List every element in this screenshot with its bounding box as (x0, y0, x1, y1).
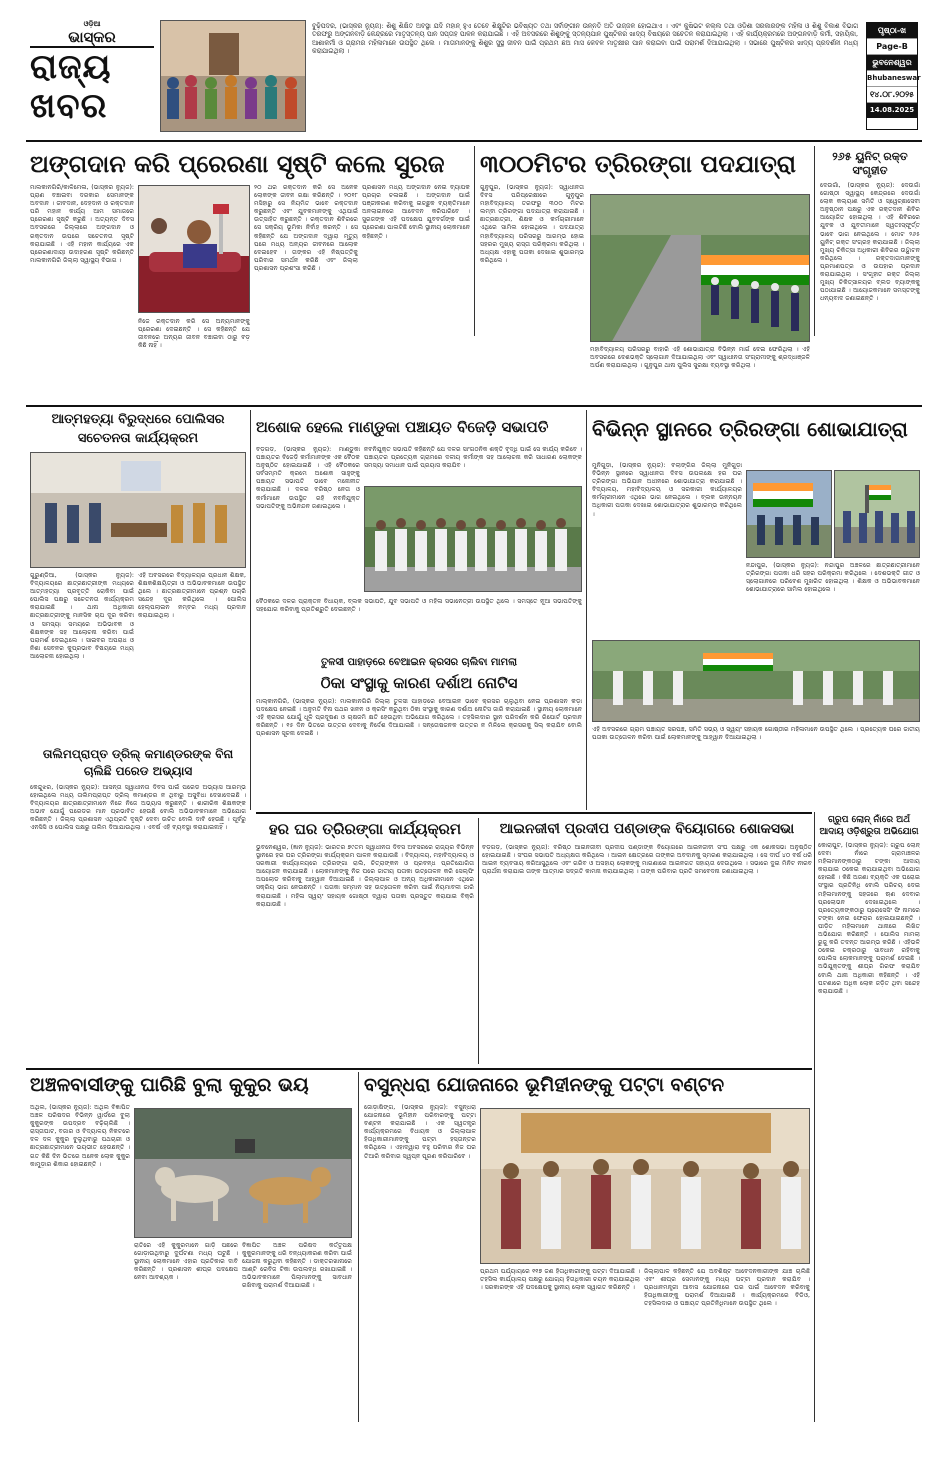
section-title-line2: ଖବର (30, 86, 108, 126)
page-label-english: Page-B (867, 39, 917, 55)
tricolor-rally-photo-3 (592, 640, 920, 722)
masthead-logo (30, 20, 154, 138)
city-odia: ଭୁବନେଶ୍ୱର (867, 55, 917, 71)
rule (474, 146, 475, 336)
s5-text-c: ବୈଠକରେ ଦଳର ପ୍ରାକ୍ତନ ବିଧାୟକ, ବ୍ଲକ ସଭାପତି, ଯୁବ ସଭାପତି ଓ ମହିଳା ସଭାନେତ୍ରୀ ଉପସ୍ଥିତ ଥିଲେ । ସମସ୍ତେ ନୂଆ ସଭାପତିଙ୍କୁ ସହଯୋଗ କରିବାକୁ ପ୍ରତିଶ୍ରୁତି ଦେଇଛନ୍ତି । (256, 598, 582, 614)
s8-kicker: ତୁଳସୀ ପାହାଡ଼ରେ ବେଆଇନ କ୍ରସର ଚାଲିବା ମାମଲା (320, 657, 517, 668)
s8-text: ମାଲ୍‌କାନଗିରି, (ଭାସ୍କର ନ୍ୟୁଜ): ମାଲକାନଗିରି ଜିଲ୍ଲା ତୁଳସୀ ପାହାଡ଼ରେ ବେଆଇନ ଭାବେ କ୍ରସର ଚାଲୁଥିବା ନେଇ ପ୍ରଶାସନ କଡ଼ା ପଦକ୍ଷେପ ନେଇଛି । ଅନୁମତି ବିନା ପଥର ଖନନ ଓ କ୍ରସିଂ କରୁଥିବା ଠିକା ସଂସ୍ଥାକୁ କାରଣ ଦର୍ଶାଅ ନୋଟିସ ଜାରି କରାଯାଇଛି । ସ୍ଥାନୀୟ ଲୋକମାନେ ଏହି କ୍ରସର ଯୋଗୁଁ ଧୂଳି ପ୍ରଦୂଷଣ ଓ ଚାଷଜମି କ୍ଷତି ହେଉଥିବା ଅଭିଯୋଗ କରିଥିଲେ । ତହସିଲଦାର ସ୍ଥାନ ପରିଦର୍ଶନ କରି ରିପୋର୍ଟ ପ୍ରଦାନ କରିଛନ୍ତି । ୧୫ ଦିନ ଭିତରେ ଉତ୍ତର ଦେବାକୁ ନିର୍ଦ୍ଦେଶ ଦିଆଯାଇଛି । ସନ୍ତୋଷଜନକ ଉତ୍ତର ନ ମିଳିଲେ କ୍ରସରକୁ ସିଲ୍ କରାଯିବ ବୋଲି ପ୍ରଶାସନ ସୂଚନା ଦେଇଛି । (256, 698, 582, 738)
rule (478, 818, 479, 1064)
s10-headline: ଆଇନଜୀବୀ ପ୍ରଦୀପ ପଣ୍ଡାଙ୍କ ବିୟୋଗରେ ଶୋକସଭା (499, 821, 795, 837)
city-english: Bhubaneswar (867, 71, 917, 87)
anganwadi-photo (160, 20, 306, 132)
s4-headline: ଆତ୍ମହତ୍ୟା ବିରୁଦ୍ଧରେ ପୋଲିସର ସଚେତନତା କାର୍ଯ୍ୟକ୍ରମ (51, 412, 225, 446)
s11-headline: ଗ୍ରୁପ ଲୋନ୍ ନାଁରେ ଅର୍ଥ ଆଦାୟ ଓଡ଼ିଶ୍ରୁତା ଅଭିଯୋଗ (819, 815, 919, 837)
s6-text-c: ଏହି ଅବସରରେ ଗ୍ରାମ ପଞ୍ଚାୟତ ସରପଞ୍ଚ, ସମିତି ସଭ୍ୟ ଓ ସ୍ୱୟଂ ସହାୟକ ଗୋଷ୍ଠୀର ମହିଳାମାନେ ଉପସ୍ଥିତ ଥିଲେ । ପ୍ରତ୍ୟେକ ଘରେ ଜାତୀୟ ପତାକା ଉତ୍ତୋଳନ କରିବା ପାଇଁ ଲୋକମାନଙ୍କୁ ଆହ୍ୱାନ ଦିଆଯାଇଥିଲା । (592, 726, 920, 742)
police-awareness-photo (30, 452, 246, 568)
tricolor-rally-photo-1 (746, 470, 832, 558)
date-odia: ୧୪.୦୮.୨୦୨୫ (867, 87, 917, 103)
s13-text-a: ଜୋଡ଼ାଷିଙ୍ଗ, (ଭାସ୍କର ନ୍ୟୁଜ): ବସୁନ୍ଧରା ଯୋଜନାରେ ଭୂମିହୀନ ପରିବାରଙ୍କୁ ପଟ୍ଟା ବଣ୍ଟନ କରାଯାଇଛି । ଏକ ସ୍ୱତନ୍ତ୍ର କାର୍ଯ୍ୟକ୍ରମରେ ବିଧାୟକ ଓ ଜିଲ୍ଲାପାଳ ହିତାଧିକାରୀମାନଙ୍କୁ ପଟ୍ଟା ହସ୍ତାନ୍ତର କରିଥିଲେ । ଏହାଦ୍ୱାରା ବହୁ ପରିବାର ନିଜ ଘର ତିଆରି କରିବାର ସ୍ୱପ୍ନ ପୂରଣ କରିପାରିବେ । (364, 1104, 476, 1160)
s6-headline: ବିଭିନ୍ନ ସ୍ଥାନରେ ତ୍ରିରଙ୍ଗା ଶୋଭାଯାତ୍ରା (592, 417, 908, 441)
s12-text-b: ରାତିରେ ଏହି କୁକୁରମାନେ ଗାଡ଼ି ପଛରେ ଗୋଡ଼ାଉଥିବାରୁ ଦୁର୍ଘଟଣା ମଧ୍ୟ ଘଟୁଛି । ସ୍ଥାନୀୟ ଲୋକମାନେ ଏହାର ପ୍ରତିକାର ଦାବି କରିଛନ୍ତି । ପ୍ରଶାସନ ଶୀଘ୍ର ପଦକ୍ଷେପ ନେବା ଆବଶ୍ୟକ । (134, 1242, 238, 1282)
s9-text: ଭୁବନେଶ୍ୱର, (ଜ୍ଞାନ ନ୍ୟୁଜ): ଭାରତର ୭୯ତମ ସ୍ୱାଧୀନତା ଦିବସ ଅବସରରେ ରାଜ୍ୟର ବିଭିନ୍ନ ସ୍ଥାନରେ ହର ଘର ତ୍ରିରଙ୍ଗା କାର୍ଯ୍ୟକ୍ରମ ପାଳନ କରାଯାଉଛି । ବିଦ୍ୟାଳୟ, ମହାବିଦ୍ୟାଳୟ ଓ ସରକାରୀ କାର୍ଯ୍ୟାଳୟରେ ତ୍ରିରଙ୍ଗା ରାଲି, ଚିତ୍ରାଙ୍କନ ଓ ପ୍ରବନ୍ଧ ପ୍ରତିଯୋଗିତା ଆୟୋଜନ କରାଯାଇଛି । ଲୋକମାନଙ୍କୁ ନିଜ ଘରେ ଜାତୀୟ ପତାକା ଉତ୍ତୋଳନ କରି ସେଲ୍ଫି ଅପଲୋଡ କରିବାକୁ ଆହ୍ୱାନ ଦିଆଯାଇଛି । ଜିଲ୍ଲାପାଳ ଓ ଅନ୍ୟ ଅଧିକାରୀମାନେ ଏଥିରେ ସକ୍ରିୟ ଭାଗ ନେଉଛନ୍ତି । ପତାକା ସମ୍ମାନ ସହ ଉତ୍ତୋଳନ କରିବା ପାଇଁ ନିୟମାବଳୀ ଜାରି କରାଯାଇଛି । ମହିଳା ସ୍ୱୟଂ ସହାୟକ ଗୋଷ୍ଠୀ ଦ୍ୱାରା ପତାକା ପ୍ରସ୍ତୁତ କରାଯାଇ ବିକ୍ରି କରାଯାଉଛି । (256, 844, 474, 908)
s4-text-b: ଏହି ଅବସରରେ ବିଦ୍ୟାଳୟର ପ୍ରଧାନ ଶିକ୍ଷକ, ଶିକ୍ଷକଶିକ୍ଷୟିତ୍ରୀ ଓ ଅଭିଭାବକମାନେ ଉପସ୍ଥିତ ଥିଲେ । ଛାତ୍ରଛାତ୍ରୀମାନେ ପ୍ରଶ୍ନ ପଚାରି ସନ୍ଦେହ ଦୂର କରିଥିଲେ । ପୋଲିସ ହେଲ୍ପଲାଇନ ନମ୍ବର ମଧ୍ୟ ପ୍ରଦାନ କରାଯାଇଥିଲା । (138, 572, 246, 620)
bjd-meeting-photo (364, 486, 582, 592)
rule (586, 410, 587, 810)
stray-dogs-photo (134, 1108, 352, 1238)
s7-headline: ତାଲିମପ୍ରାପ୍ତ ଡ୍ରିଲ୍ କମାଣ୍ଡରଙ୍କ ବିନା ଚାଲିଛି ପରେଡ ଅଭ୍ୟାସ (42, 747, 234, 778)
s6-text-a: ମୁନିଗୁଡ଼ା, (ଭାସ୍କର ନ୍ୟୁଜ): ବଲାଙ୍ଗିର ଜିଲ୍ଲା ମୁନିଗୁଡ଼ା ବିଭିନ୍ନ ସ୍ଥାନରେ ସ୍ୱାଧୀନତା ଦିବସ ଉପଲକ୍ଷେ ହର ଘର ତ୍ରିରଙ୍ଗା ଅଭିଯାନ ଅଧୀନରେ ଶୋଭାଯାତ୍ରା କରାଯାଇଛି । ବିଦ୍ୟାଳୟ, ମହାବିଦ୍ୟାଳୟ ଓ ସରକାରୀ କାର୍ଯ୍ୟାଳୟର କର୍ମଚାରୀମାନେ ଏଥିରେ ଭାଗ ନେଇଥିଲେ । ବ୍ଲକ ଉନ୍ନୟନ ଅଧିକାରୀ ପତାକା ଦେଖାଇ ଶୋଭାଯାତ୍ରାର ଶୁଭାରମ୍ଭ କରିଥିଲେ । (592, 462, 742, 518)
s6-text-b: ନନ୍ଦାପୁର, (ଭାସ୍କର ନ୍ୟୁଜ): ନନ୍ଦାପୁର ଅଞ୍ଚଳରେ ଛାତ୍ରଛାତ୍ରୀମାନେ ତ୍ରିରଙ୍ଗା ପତାକା ଧରି ସହର ପରିକ୍ରମା କରିଥିଲେ । ଦେଶଭକ୍ତି ଗୀତ ଓ ସ୍ଲୋଗାନରେ ପରିବେଶ ମୁଖରିତ ହୋଇଥିଲା । ଶିକ୍ଷକ ଓ ଅଭିଭାବକମାନେ ଶୋଭାଯାତ୍ରାରେ ସାମିଲ ହୋଇଥିଲେ । (746, 562, 920, 594)
s13-text-c: ଜିଲ୍ଲାପାଳ କହିଛନ୍ତି ଯେ ଅବଶିଷ୍ଟ ଆବେଦନକାରୀଙ୍କ ଯାଞ୍ଚ ଚାଲିଛି ଏବଂ ଶୀଘ୍ର ସେମାନଙ୍କୁ ମଧ୍ୟ ପଟ୍ଟା ପ୍ରଦାନ କରାଯିବ । ପ୍ରଧାନମନ୍ତ୍ରୀ ଆବାସ ଯୋଜନାରେ ଘର ପାଇଁ ଆବେଦନ କରିବାକୁ ହିତାଧିକାରୀଙ୍କୁ ପରାମର୍ଶ ଦିଆଯାଇଛି । କାର୍ଯ୍ୟକ୍ରମରେ ବିଡିଓ, ତହସିଲଦାର ଓ ପଞ୍ଚାୟତ ପ୍ରତିନିଧିମାନେ ଉପସ୍ଥିତ ଥିଲେ । (644, 1268, 810, 1308)
blood-donation-photo (138, 185, 250, 313)
rule (814, 812, 815, 1422)
brand-small: ଓଡ଼ିଆ (83, 20, 101, 28)
s8-headline: ଠିକା ସଂସ୍ଥାକୁ କାରଣ ଦର୍ଶାଅ ନୋଟିସ (320, 674, 518, 692)
s1-text-c: ୨୦ ଥର ରକ୍ତଦାନ କରି ସେ ଅନେକ ଲୋକଙ୍କ ଜୀବନ ରକ୍ଷା କରିଛନ୍ତି । ୨୦୧୮ ମସିହାରୁ ସେ ନିୟମିତ ଭାବେ ରକ୍ତଦାନ କରୁଛନ୍ତି ଏବଂ ଯୁବକମାନଙ୍କୁ ଏଥିପାଇଁ ଉତ୍ସାହିତ କରୁଛନ୍ତି । ରକ୍ତଦାନ ଶିବିରରେ ସେ ସକ୍ରିୟ ଭୂମିକା ନିର୍ବାହ କରନ୍ତି । ସେ କହିଛନ୍ତି ଯେ ଅଙ୍ଗଦାନ ଦ୍ୱାରା ମୃତ୍ୟୁ ପରେ ମଧ୍ୟ ଅନ୍ୟର ଜୀବନରେ ଆଲୋକ ଦେଇହେବ । ତାଙ୍କର ଏହି ନିଷ୍ପତ୍ତିକୁ ପରିବାର ସମର୍ଥନ କରିଛି ଏବଂ ଜିଲ୍ଲା ପ୍ରଶାସନ ପ୍ରଶଂସା କରିଛି । (254, 184, 358, 272)
s1-text-a: ମାଲକାନଗିରି/କାଳିମେଳା, (ଭାସ୍କର ନ୍ୟୁଜ): ପ୍ରାଣ ବଞ୍ଚାଇବା ଦରକାର ସେମାନଙ୍କ ଅବଦାନ । ଜୀବଦାନ, ଦେହଦାନ ଓ ରକ୍ତଦାନ ପରି ମହାନ କାର୍ଯ୍ୟ ଆମ ସମାଜରେ ପ୍ରେରଣା ସୃଷ୍ଟି କରୁଛି । ଅତ୍ୟନ୍ତ ଦିବସ ଅବସରରେ ଜିଲ୍ଲାରେ ଅଙ୍ଗଦାନ ଓ ରକ୍ତଦାନ ଉପରେ ସଚେତନତା ସୃଷ୍ଟି କରାଯାଇଛି । ଏହି ମହାନ କାର୍ଯ୍ୟରେ ଏକ ପ୍ରେରଣାଦାୟୀ ଉଦାହରଣ ସୃଷ୍ଟି କରିଛନ୍ତି ମାଲକାନଗିରି ଜିଲ୍ଲା ସ୍ୱାସ୍ଥ୍ୟ ବିଭାଗ । (30, 184, 134, 264)
rule (26, 140, 922, 142)
s2-text-b: ମହାବିଦ୍ୟାଳୟ ପରିସରରୁ ବାହାରି ଏହି ଶୋଭାଯାତ୍ରା ବିଭିନ୍ନ ମାର୍ଗ ଦେଇ ଫେରିଥିଲା । ଏହି ଅବସରରେ ଦେଶଭକ୍ତି ସ୍ଲୋଗାନ ଦିଆଯାଇଥିଲା ଏବଂ ସ୍ୱାଧୀନତା ସଂଗ୍ରାମୀଙ୍କୁ ଶ୍ରଦ୍ଧାଞ୍ଜଳି ଅର୍ପଣ କରାଯାଇଥିଲା । ଗୁନୁପୁର ଥାନା ପୁଲିସ ସୁରକ୍ଷା ବ୍ୟବସ୍ଥା କରିଥିଲା । (590, 346, 810, 370)
s9-headline: ହର ଘର ତ୍ରିରଙ୍ଗା କାର୍ଯ୍ୟକ୍ରମ (268, 820, 462, 838)
rule (256, 812, 812, 814)
s1-headline: ଅଙ୍ଗଦାନ କରି ପ୍ରେରଣା ସୃଷ୍ଟି କଲେ ସୁରଜ (30, 150, 445, 178)
page-info-box (866, 22, 921, 130)
s13-headline: ବସୁନ୍ଧରା ଯୋଜନାରେ ଭୂମିହୀନଙ୍କୁ ପଟ୍ଟା ବଣ୍ଟନ (364, 1074, 725, 1096)
s3-headline: ୨୬୫ ୟୁନିଟ୍ ରକ୍ତ ସଂଗୃହୀତ (832, 150, 908, 177)
date-english: 14.08.2025 (867, 103, 917, 118)
s4-text-a: ଗୁରୁଣ୍ଡିଆ, (ଭାସ୍କର ନ୍ୟୁଜ): ବିଦ୍ୟାଳୟରେ ଛାତ୍ରଛାତ୍ରୀଙ୍କ ମଧ୍ୟରେ ଆତ୍ମହତ୍ୟା ପ୍ରବୃତ୍ତି ରୋକିବା ପାଇଁ ପୋଲିସ ପକ୍ଷରୁ ସଚେତନତା କାର୍ଯ୍ୟକ୍ରମ କରାଯାଇଛି । ଥାନା ଅଧିକାରୀ ଛାତ୍ରଛାତ୍ରୀଙ୍କୁ ମାନସିକ ଚାପ ଦୂର କରିବା ଓ ସମସ୍ୟା ସମୟରେ ଅଭିଭାବକ ଓ ଶିକ୍ଷକଙ୍କ ସହ ଆଲୋଚନା କରିବା ପାଇଁ ପରାମର୍ଶ ଦେଇଥିଲେ । ସାଇବର ଅପରାଧ ଓ ନିଶା ସେବନର କୁପ୍ରଭାବ ବିଷୟରେ ମଧ୍ୟ ଆଲୋଚନା ହୋଇଥିଲା । (30, 572, 134, 660)
tricolor-march-photo (590, 194, 810, 342)
s13-text-b: ପ୍ରଥମ ପର୍ଯ୍ୟାୟରେ ୧୧୭ ଜଣ ହିତାଧିକାରୀଙ୍କୁ ପଟ୍ଟା ଦିଆଯାଇଛି । ତହସିଲ କାର୍ଯ୍ୟାଳୟ ପକ୍ଷରୁ ଯୋଗ୍ୟ ହିତାଧିକାରୀ ଚୟନ କରାଯାଇଥିଲା । ସରକାରଙ୍କ ଏହି ପଦକ୍ଷେପକୁ ସ୍ଥାନୀୟ ଲୋକ ସ୍ୱାଗତ କରିଛନ୍ତି । (480, 1268, 640, 1292)
s1-text-d: ପ୍ରଶାସନ ମଧ୍ୟ ଅଙ୍ଗଦାନ ନେଇ ବ୍ୟାପକ ପ୍ରଚାର ଚଳାଇଛି । ଅଙ୍ଗଦାନ ପାଇଁ ପଞ୍ଜୀକରଣ କରିବାକୁ ଇଚ୍ଛୁକ ବ୍ୟକ୍ତିମାନେ ଅନଲାଇନରେ ଆବେଦନ କରିପାରିବେ । ସୁରଜଙ୍କ ଏହି ପଦକ୍ଷେପ ଯୁବବର୍ଗଙ୍କ ପାଇଁ ପ୍ରେରଣା ପାଲଟିଛି ବୋଲି ସ୍ଥାନୀୟ ଲୋକମାନେ କହିଛନ୍ତି । (362, 184, 470, 240)
page-label-odia: ପୃଷ୍ଠା-ଖ (867, 23, 917, 39)
s5-text-b: ନବନିଯୁକ୍ତ ସଭାପତି କହିଛନ୍ତି ଯେ ଦଳର ସାଂଗଠନିକ ଶକ୍ତି ବୃଦ୍ଧି ପାଇଁ ସେ କାର୍ଯ୍ୟ କରିବେ । ପଞ୍ଚାୟତର ପ୍ରତ୍ୟେକ ଗ୍ରାମରେ ଦଳୀୟ କର୍ମୀଙ୍କ ସହ ଆଲୋଚନା କରି ସାଧାରଣ ଲୋକଙ୍କ ସମସ୍ୟା ସମାଧାନ ପାଇଁ ପ୍ରୟାସ କରାଯିବ । (364, 446, 582, 470)
s2-text-a: ଗୁନୁପୁର, (ଭାସ୍କର ନ୍ୟୁଜ): ସ୍ୱାଧୀନତା ଦିବସ ପରିପ୍ରେକ୍ଷୀରେ ଗୁନୁପୁର ମହାବିଦ୍ୟାଳୟ ତରଫରୁ ୩୦୦ ମିଟର ଲମ୍ବା ତ୍ରିରଙ୍ଗା ପଦଯାତ୍ରା କରାଯାଇଛି । ଛାତ୍ରଛାତ୍ରୀ, ଶିକ୍ଷକ ଓ କର୍ମଚାରୀମାନେ ଏଥିରେ ସାମିଲ ହୋଇଥିଲେ । ପଦଯାତ୍ରା ମହାବିଦ୍ୟାଳୟ ପରିସରରୁ ଆରମ୍ଭ ହୋଇ ସହରର ମୁଖ୍ୟ ରାସ୍ତା ପରିକ୍ରମା କରିଥିଲା । ଅଧ୍ୟକ୍ଷ ଏହାକୁ ପତାକା ଦେଖାଇ ଶୁଭାରମ୍ଭ କରିଥିଲେ । (480, 184, 584, 264)
rule (26, 405, 922, 407)
s11-text: କୋରାପୁଟ, (ଭାସ୍କର ନ୍ୟୁଜ): ଗ୍ରୁପ ଲୋନ୍ ଦେବା ନାଁରେ ଗ୍ରାମାଞ୍ଚଳର ମହିଳାମାନଙ୍କଠାରୁ ଟଙ୍କା ଆଦାୟ କରାଯାଇ ଠକେଇ କରାଯାଇଥିବା ଅଭିଯୋଗ ହୋଇଛି । କିଛି ଅଜଣା ବ୍ୟକ୍ତି ଏକ ଘରୋଇ ସଂସ୍ଥାର ପ୍ରତିନିଧି ବୋଲି ପରିଚୟ ଦେଇ ମହିଳାମାନଙ୍କୁ ସହଜରେ ଋଣ ଦେବାର ପ୍ରଲୋଭନ ଦେଖାଇଥିଲେ । ପ୍ରତ୍ୟେକଙ୍କଠାରୁ ପ୍ରୋସେସିଂ ଫି ନାମରେ ଟଙ୍କା ନେଇ ଫେରାର ହୋଇଯାଇଛନ୍ତି । ପୀଡ଼ିତ ମହିଳାମାନେ ଥାନାରେ ଲିଖିତ ଅଭିଯୋଗ କରିଛନ୍ତି । ପୋଲିସ ମାମଲା ରୁଜୁ କରି ତଦନ୍ତ ଆରମ୍ଭ କରିଛି । ଏହିଭଳି ଠକେଇ ଚକ୍ରଠାରୁ ସାବଧାନ ରହିବାକୁ ପୋଲିସ ଲୋକମାନଙ୍କୁ ପରାମର୍ଶ ଦେଇଛି । ଅଭିଯୁକ୍ତଙ୍କୁ ଶୀଘ୍ର ଗିରଫ କରାଯିବ ବୋଲି ଥାନା ଅଧିକାରୀ କହିଛନ୍ତି । ଏହି ଘଟଣାରେ ଅଧିକ ଲୋକ ଜଡ଼ିତ ଥିବା ସନ୍ଦେହ କରାଯାଉଛି । (818, 842, 920, 995)
rule (814, 146, 815, 336)
s12-headline: ଅଞ୍ଚଳବାସୀଙ୍କୁ ଘାରିଛି ବୁଲା କୁକୁର ଭୟ (30, 1074, 309, 1096)
rule (358, 1072, 359, 1422)
s10-text: ବଡ଼ଗଡ଼, (ଭାସ୍କର ନ୍ୟୁଜ): ବରିଷ୍ଠ ଆଇନଜୀବୀ ପ୍ରଦୀପ ପଣ୍ଡାଙ୍କ ବିୟୋଗରେ ଆଇନଜୀବୀ ସଂଘ ପକ୍ଷରୁ ଏକ ଶୋକସଭା ଅନୁଷ୍ଠିତ ହୋଇଯାଇଛି । ସଂଘର ସଭାପତି ଅଧ୍ୟକ୍ଷତା କରିଥିଲେ । ଆଇନ କ୍ଷେତ୍ରରେ ତାଙ୍କର ଅବଦାନକୁ ସ୍ମରଣ କରାଯାଇଥିଲା । ସେ ଦୀର୍ଘ ୪୦ ବର୍ଷ ଧରି ଆଇନ ବ୍ୟବସାୟ କରିଆସୁଥିଲେ ଏବଂ ଗରିବ ଓ ଅସହାୟ ଲୋକଙ୍କୁ ମାଗଣାରେ ଆଇନଗତ ସହାୟତା ଦେଉଥିଲେ । ସଭାରେ ଦୁଇ ମିନିଟ ନୀରବ ପ୍ରାର୍ଥନା କରାଯାଇ ତାଙ୍କ ଆତ୍ମାର ସଦ୍‌ଗତି କାମନା କରାଯାଇଥିଲା । ତାଙ୍କ ପରିବାର ପ୍ରତି ସମବେଦନା ଜଣାଯାଇଥିଲା । (482, 844, 812, 876)
s5-text-a: ବଡ଼ଗଡ଼, (ଭାସ୍କର ନ୍ୟୁଜ): ମାଣ୍ଡୁକା ପଞ୍ଚାୟତର ବିଜେଡ଼ି କର୍ମୀମାନଙ୍କ ଏକ ବୈଠକ ଅନୁଷ୍ଠିତ ହୋଇଯାଇଛି । ଏହି ବୈଠକରେ ସର୍ବସମ୍ମତି କ୍ରମେ ଅଶୋକ ସାହୁଙ୍କୁ ପଞ୍ଚାୟତ ସଭାପତି ଭାବେ ମନୋନୀତ କରାଯାଇଛି । ଦଳର ବରିଷ୍ଠ ନେତା ଓ କର୍ମୀମାନେ ଉପସ୍ଥିତ ରହି ନବନିଯୁକ୍ତ ସଭାପତିଙ୍କୁ ଅଭିନନ୍ଦନ ଜଣାଇଥିଲେ । (256, 446, 360, 510)
s12-text-a: ଅଥିଲ, (ଭାସ୍କର ନ୍ୟୁଜ): ଅଥିଲ ବିଜ୍ଞାପିତ ଅଞ୍ଚଳ ପରିଷଦର ବିଭିନ୍ନ ୱାର୍ଡରେ ବୁଲା କୁକୁରଙ୍କ ଉପଦ୍ରବ ବଢ଼ିଚାଲିଛି । ରାସ୍ତାଘାଟ, ବଜାର ଓ ବିଦ୍ୟାଳୟ ନିକଟରେ ଦଳ ଦଳ କୁକୁର ବୁଲୁଥିବାରୁ ପଥଚାରୀ ଓ ଛାତ୍ରଛାତ୍ରୀମାନେ ଭୟଭୀତ ହେଉଛନ୍ତି । ଗତ କିଛି ଦିନ ଭିତରେ ଅନେକ ଲୋକ କୁକୁର କାମୁଡ଼ାର ଶିକାର ହୋଇଛନ୍ତି । (30, 1104, 130, 1168)
section-title-line1: ରାଜ୍ୟ (30, 47, 112, 87)
s2-headline: ୩୦୦ମିଟର ତ୍ରିରଙ୍ଗା ପଦଯାତ୍ରା (480, 150, 796, 178)
tricolor-rally-photo-2 (834, 470, 920, 558)
rule (250, 410, 251, 810)
brand-name: ଭାସ୍କର (30, 29, 154, 48)
s1-text-b: ନିଜେ ରକ୍ତଦାନ କରି ସେ ଅନ୍ୟମାନଙ୍କୁ ପ୍ରେରଣା ଦେଇଛନ୍ତି । ସେ କହିଛନ୍ତି ଯେ ଜୀବନରେ ଅନ୍ୟର ଜୀବନ ବଞ୍ଚାଇବା ଠାରୁ ବଡ଼ କିଛି ନାହିଁ । (138, 318, 250, 350)
s12-text-c: ବିଜ୍ଞାପିତ ଅଞ୍ଚଳ ପରିଷଦ କର୍ତ୍ତୃପକ୍ଷ କୁକୁରମାନଙ୍କୁ ଧରି ବନ୍ଧ୍ୟାକରଣ କରିବା ପାଇଁ ଯୋଜନା କରୁଥିବା କହିଛନ୍ତି । ଡାକ୍ତରଖାନାରେ ଆଣ୍ଟି ରେବିଜ ଟିକା ଉପଲବ୍ଧ ରଖାଯାଇଛି । ଅଭିଭାବକମାନେ ପିଲାମାନଙ୍କୁ ସାବଧାନ ରଖିବାକୁ ପରାମର୍ଶ ଦିଆଯାଇଛି । (242, 1242, 352, 1290)
s3-text: ଦେଉଗାଁ, (ଭାସ୍କର ନ୍ୟୁଜ): ଦେଉଗାଁ ଗୋଷ୍ଠୀ ସ୍ୱାସ୍ଥ୍ୟ କେନ୍ଦ୍ରରେ ଦେଉଗାଁ ଲୋକ କଲ୍ୟାଣ ସମିତି ଓ ସ୍ୱେଚ୍ଛାସେବୀ ଅନୁଷ୍ଠାନ ପକ୍ଷରୁ ଏକ ରକ୍ତଦାନ ଶିବିର ଆୟୋଜିତ ହୋଇଥିଲା । ଏହି ଶିବିରରେ ଯୁବକ ଓ ଯୁବତୀମାନେ ସ୍ୱତଃସ୍ଫୂର୍ତ୍ତ ଭାବେ ଭାଗ ନେଇଥିଲେ । ମୋଟ ୨୬୫ ୟୁନିଟ୍ ରକ୍ତ ସଂଗ୍ରହ କରାଯାଇଛି । ଜିଲ୍ଲା ମୁଖ୍ୟ ଚିକିତ୍ସା ଅଧିକାରୀ ଶିବିରର ଉଦ୍ଘାଟନ କରିଥିଲେ । ରକ୍ତଦାତାମାନଙ୍କୁ ପ୍ରମାଣପତ୍ର ଓ ଉପହାର ପ୍ରଦାନ କରାଯାଇଥିଲା । ସଂଗୃହୀତ ରକ୍ତ ଜିଲ୍ଲା ମୁଖ୍ୟ ଚିକିତ୍ସାଳୟର ବ୍ଲଡ ବ୍ୟାଙ୍କକୁ ପଠାଯାଇଛି । ଆୟୋଜକମାନେ ସମସ୍ତଙ୍କୁ ଧନ୍ୟବାଦ ଜଣାଇଛନ୍ତି । (820, 182, 920, 303)
masthead-story: ବୁଢ଼ିପଦର, (ଭାସ୍କର ନ୍ୟୁଜ): ଶିଶୁ ଶିକ୍ଷିତ ଅବସ୍ଥା ଯଦି ମହାନ୍ ହୁଏ ତେବେ ଶିକ୍ଷୁଟିର ଭବିଷ୍ୟତ ତଥା ସର୍ବାଙ୍ଗୀନ ଉନ୍ନତି ଅତି ଉଜ୍ଜଳ ହୋଇଥାଏ । ଏବଂ କୁଷିଭଟ କଲ୍ଲ ତଥା ଓଡ଼ିଶା ସରକାରଙ୍କ ମହିଳା ଓ ଶିଶୁ ବିକାଶ ବିଭାଗ ତରଫରୁ ଅଙ୍ଗନବାଡ଼ି କେନ୍ଦ୍ରରେ ମାତୃସ୍ତନ୍ୟ ପାନ ସପ୍ତାହ ପାଳନ କରାଯାଇଛି । ଏହି ଅବସରରେ ଶିଶୁଙ୍କୁ ସ୍ତନ୍ୟପାନ ପୁଷ୍ଟିକର ଖାଦ୍ୟ ବିଷୟରେ ସଚେତନ କରାଯାଇଥିଲା । ଏହି କାର୍ଯ୍ୟକ୍ରମରେ ଅଙ୍ଗନବାଡ଼ି କର୍ମୀ, ସହାୟିକା, ଆଶାକର୍ମୀ ଓ ଗ୍ରାମର ମହିଳାମାନେ ଉପସ୍ଥିତ ଥିଲେ । ମାତାମାନଙ୍କୁ ଶିଶୁର ସୁସ୍ଥ ଜୀବନ ପାଇଁ ପ୍ରଥମ ଛଅ ମାସ କେବଳ ମାତୃକ୍ଷୀର ପାନ କରାଇବା ପାଇଁ ପରାମର୍ଶ ଦିଆଯାଇଥିଲା । ସଭାରେ ପୁଷ୍ଟିକର ଖାଦ୍ୟ ପ୍ରଦର୍ଶନୀ ମଧ୍ୟ କରାଯାଇଥିଲା । (312, 22, 858, 55)
s5-headline: ଅଶୋକ ହେଲେ ମାଣ୍ଡୁକା ପଞ୍ଚାୟତ ବିଜେଡ଼ି ସଭାପତି (256, 418, 549, 436)
land-patta-distribution-photo (480, 1108, 810, 1264)
s7-text: କେନ୍ଦୁଝର, (ଭାସ୍କର ନ୍ୟୁଜ): ଆସନ୍ତା ସ୍ୱାଧୀନତା ଦିବସ ପାଇଁ ପରେଡ ଅଭ୍ୟାସ ଆରମ୍ଭ ହୋଇଥିଲେ ମଧ୍ୟ ତାଲିମପ୍ରାପ୍ତ ଡ୍ରିଲ୍ କମାଣ୍ଡର ନ ଥିବାରୁ ଅସୁବିଧା ଦେଖାଦେଇଛି । ବିଦ୍ୟାଳୟର ଛାତ୍ରଛାତ୍ରୀମାନେ ନିଜେ ନିଜେ ଅଭ୍ୟାସ କରୁଛନ୍ତି । ଶାରୀରିକ ଶିକ୍ଷକଙ୍କ ଅଭାବ ଯୋଗୁଁ ପରେଡର ମାନ ପ୍ରଭାବିତ ହେଉଛି ବୋଲି ଅଭିଭାବକମାନେ ଅଭିଯୋଗ କରିଛନ୍ତି । ଜିଲ୍ଲା ପ୍ରଶାସନ ଏଥିପ୍ରତି ଦୃଷ୍ଟି ଦେବା ଉଚିତ ବୋଲି ଦାବି ହେଉଛି । ପୂର୍ବରୁ ଏନସିସି ଓ ପୋଲିସ ପକ୍ଷରୁ ତାଲିମ ଦିଆଯାଉଥିଲା । ଏବର୍ଷ ଏହି ବ୍ୟବସ୍ଥା କରାଯାଇନାହିଁ । (30, 784, 246, 832)
